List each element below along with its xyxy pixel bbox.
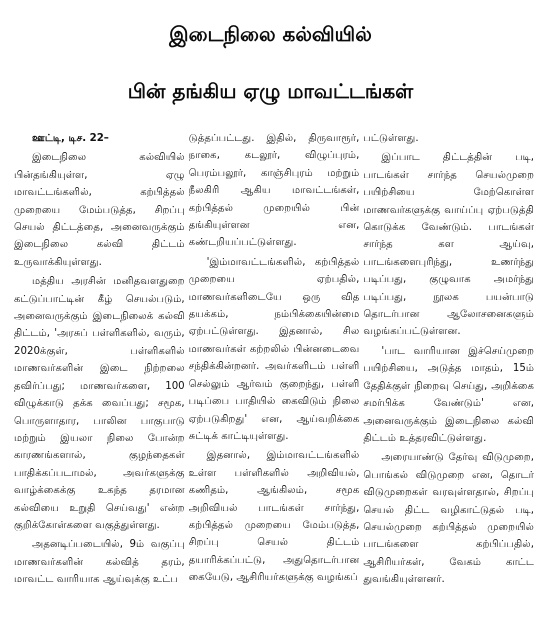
headline-line-2: பின் தங்கிய ஏழு மாவட்டங்கள் bbox=[127, 79, 414, 103]
article-column-2 bbox=[189, 130, 360, 636]
headline-line-1: இடைநிலை கல்வியில் bbox=[169, 22, 372, 46]
paragraph: இப்பாட திட்டத்தின் படி, பாடங்கள் சார்ந்த செயல்முறை பயிற்சியை மேற்கொள்ள மாணவர்களுக்கு வாய்ப்பு ஏற்படுத்தி கொடுக்க வேண்டும். பாடங்கள் சார்ந்த கள ஆய்வு, பாடங்களைபுரிந்து, உணர்ந்து படிப்பது, குழுவாக அமர்ந்து படிப்பது, நூலக பயன்பாடு தொடர்பான ஆலோசனைகளும் வழங்கப்பட்டுள்ளன. bbox=[363, 152, 535, 338]
paragraph: டுத்தப்பட்டது. இதில், திருவாரூர், நாகை, கடலூர், விழுப்புரம், பெரம்பலூர், காஞ்சிபுரம் மற்றும் நீலகிரி ஆகிய மாவட்டங்கள், கற்பித்தல் முறையில் பின் தங்கியுள்ளன என, கண்டறியப்பட்டுள்ளது. bbox=[188, 133, 360, 249]
paragraph: அதனடிப்படையில், 9ம் வகுப்பு மாணவர்களின் கல்வித் தரம், மாவட்ட வாரியாக ஆய்வுக்கு உட்ப bbox=[14, 539, 185, 586]
paragraph: இடைநிலை கல்வியில் பின்தங்கியுள்ள, ஏழு மாவட்டங்களில், கற்பித்தல் முறையை மேம்படுத்த, சிறப்பு செயல் திட்டத்தை, அனைவருக்கும் இடைநிலை கல்வி திட்டம் உருவாக்கியுள்ளது. bbox=[14, 152, 185, 268]
headline bbox=[0, 0, 541, 126]
paragraph: 'இம்மாவட்டங்களில், கற்பித்தல் முறையை ஏற்பதில், மாணவர்களிடையே ஒரு வித தயக்கம், நம்பிக்கையின்மை ஏற்பட்டுள்ளது. இதனால், சில மாணவர்கள் கற்றலில் பின்னடைவை சந்திக்கின்றனர். அவர்களிடம் பள்ளி செல்லும் ஆர்வம் குறைந்து, பள்ளி படிப்பை பாதியில் கைவிடும் நிலை ஏற்படுகிறது' என, ஆய்வறிக்கை சுட்டிக் காட்டியுள்ளது. bbox=[188, 256, 360, 442]
article-body bbox=[14, 130, 534, 636]
paragraph: 'பாட வாரியான இச்செய்முறை பயிற்சியை, அடுத்த மாதம், 15ம் தேதிக்குள் நிறைவு செய்து, அறிக்கை சமர்பிக்க வேண்டும்' என, அனைவருக்கும் இடைநிலை கல்வி திட்டம் உத்தரவிட்டுள்ளது. bbox=[363, 345, 535, 444]
dateline: ஊட்டி, டிச. 22– bbox=[32, 133, 109, 144]
article-column-1 bbox=[14, 130, 185, 636]
paragraph: பட்டுள்ளது. bbox=[363, 133, 419, 144]
article-column-3 bbox=[363, 130, 534, 636]
paragraph: அரையாண்டு தேர்வு விடுமுறை, பொங்கல் விடுமுறை என, தொடர் விடுமுறைகள் வரவுள்ளதால், சிறப்பு செயல் திட்ட வழிகாட்டுதல் படி, செயல்முறை கற்பித்தல் முறையில் பாடங்களை கற்பிப்பதில், ஆசிரியர்கள், வேகம் காட்ட துவங்கியுள்ளனர். bbox=[363, 452, 535, 586]
paragraph: மத்திய அரசின் மனிதவளதுறை கட்டுப்பாட்டின் கீழ் செயல்படும், அனைவருக்கும் இடைநிலைக் கல்வி திட்டம், 'அரசுப் பள்ளிகளில், வரும், 2020க்குள், பள்ளிகளில் மாணவர்களின் இடை நிற்றலை தவிர்ப்பது; மாணவர்களை, 100 விழுக்காடு தக்க வைப்பது; சமூக, பொருளாதார, பாலின பாகுபாடு மற்றும் இயலா நிலை போன்ற காரணங்களால், குழந்தைகள் பாதிக்கப்படாமல், அவர்களுக்கு வாழ்க்கைக்கு உகந்த தரமான கல்வியை உறுதி செய்வது' என்ற குறிக்கோள்களை வகுத்துள்ளது. bbox=[14, 276, 185, 531]
paragraph: இதனால், இம்மாவட்டங்களில் உள்ள பள்ளிகளில் அறிவியல், கணிதம், ஆங்கிலம், சமூக அறிவியல் பாடங்கள் சார்ந்து, கற்பித்தல் முறையை மேம்படுத்த, சிறப்பு செயல் திட்டம் தயாரிக்கப்பட்டு, அதுதொடர்பான கையேடு, ஆசிரியர்களுக்கு வழங்கப் bbox=[188, 450, 360, 584]
